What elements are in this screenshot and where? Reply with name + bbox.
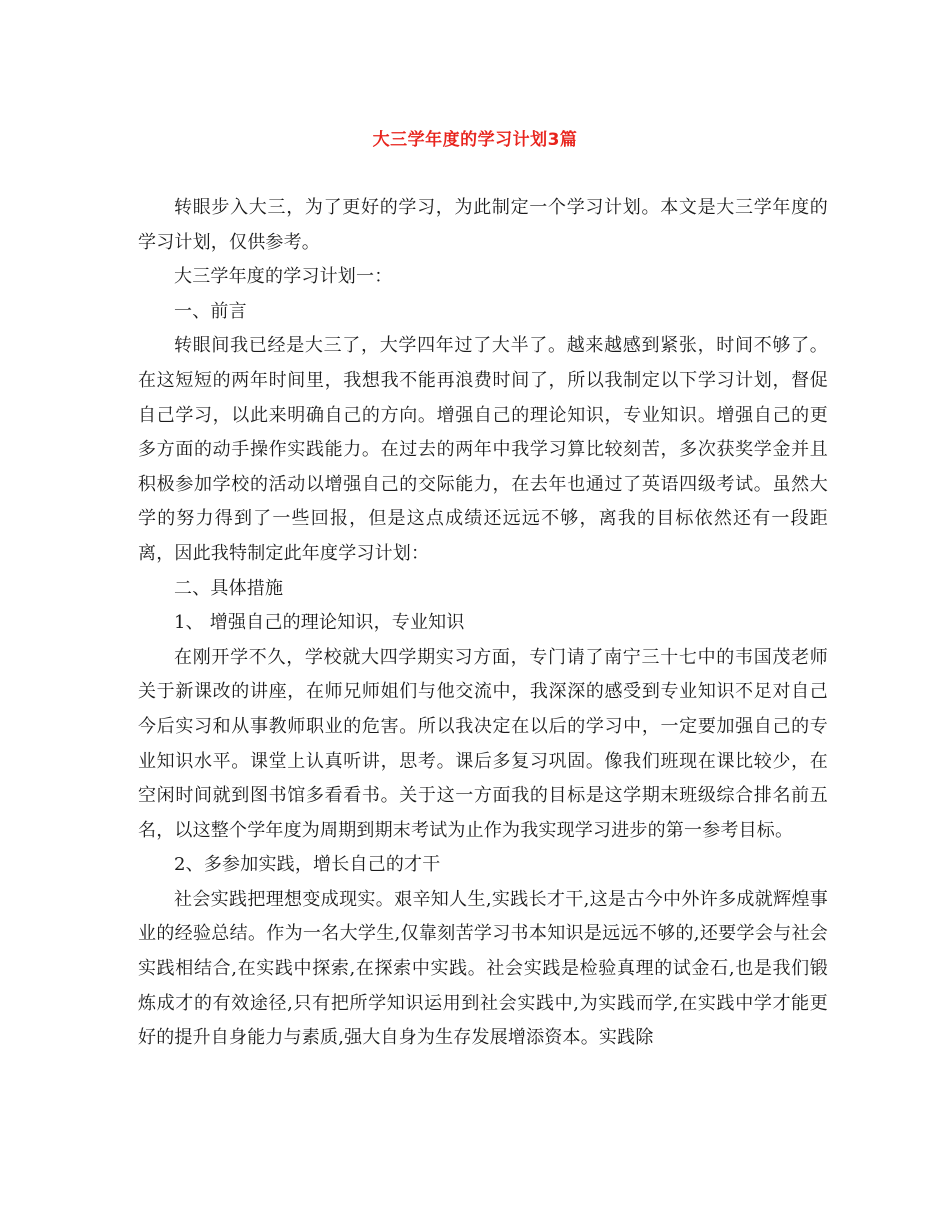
section-heading-preface: 一、前言 bbox=[174, 300, 247, 322]
document-title: 大三学年度的学习计划3篇 bbox=[372, 130, 578, 150]
paragraph-intro: 转眼步入大三，为了更好的学习，为此制定一个学习计划。本文是大三学年度的学习计划，仅供参考。 bbox=[138, 197, 828, 253]
paragraph-theory: 在刚开学不久，学校就大四学期实习方面，专门请了南宁三十七中的韦国茂老师关于新课改的讲座，在师兄师姐们与他交流中，我深深的感受到专业知识不足对自己今后实习和从事教师职业的危害。所以我决定在以后的学习中，一定要加强自己的专业知识水平。课堂上认真听讲，思考。课后多复习巩固。像我们班现在课比较少，在空闲时间就到图书馆多看看书。关于这一方面我的目标是这学期末班级综合排名前五名，以这整个学年度为周期到期末考试为止作为我实现学习进步的第一参考目标。 bbox=[138, 646, 828, 841]
subheading-practice: 2、多参加实践，增长自己的才干 bbox=[174, 854, 441, 876]
subheading-theory: 1、 增强自己的理论知识，专业知识 bbox=[174, 612, 465, 634]
document-body bbox=[138, 191, 828, 1056]
section-heading-measures: 二、具体措施 bbox=[174, 577, 284, 599]
paragraph-practice: 社会实践把理想变成现实。艰辛知人生,实践长才干,这是古今中外许多成就辉煌事业的经验总结。作为一名大学生,仅靠刻苦学习书本知识是远远不够的,还要学会与社会实践相结合,在实践中探索,在探索中实践。社会实践是检验真理的试金石,也是我们锻炼成才的有效途径,只有把所学知识运用到社会实践中,为实践而学,在实践中学才能更好的提升自身能力与素质,强大自身为生存发展增添资本。实践除 bbox=[138, 888, 828, 1049]
paragraph-preface: 转眼间我已经是大三了，大学四年过了大半了。越来越感到紧张，时间不够了。在这短短的两年时间里，我想我不能再浪费时间了，所以我制定以下学习计划，督促自己学习，以此来明确自己的方向。增强自己的理论知识，专业知识。增强自己的更多方面的动手操作实践能力。在过去的两年中我学习算比较刻苦，多次获奖学金并且积极参加学校的活动以增强自己的交际能力，在去年也通过了英语四级考试。虽然大学的努力得到了一些回报，但是这点成绩还远远不够，离我的目标依然还有一段距离，因此我特制定此年度学习计划： bbox=[138, 335, 828, 564]
paragraph-plan-one-heading: 大三学年度的学习计划一： bbox=[174, 266, 393, 288]
